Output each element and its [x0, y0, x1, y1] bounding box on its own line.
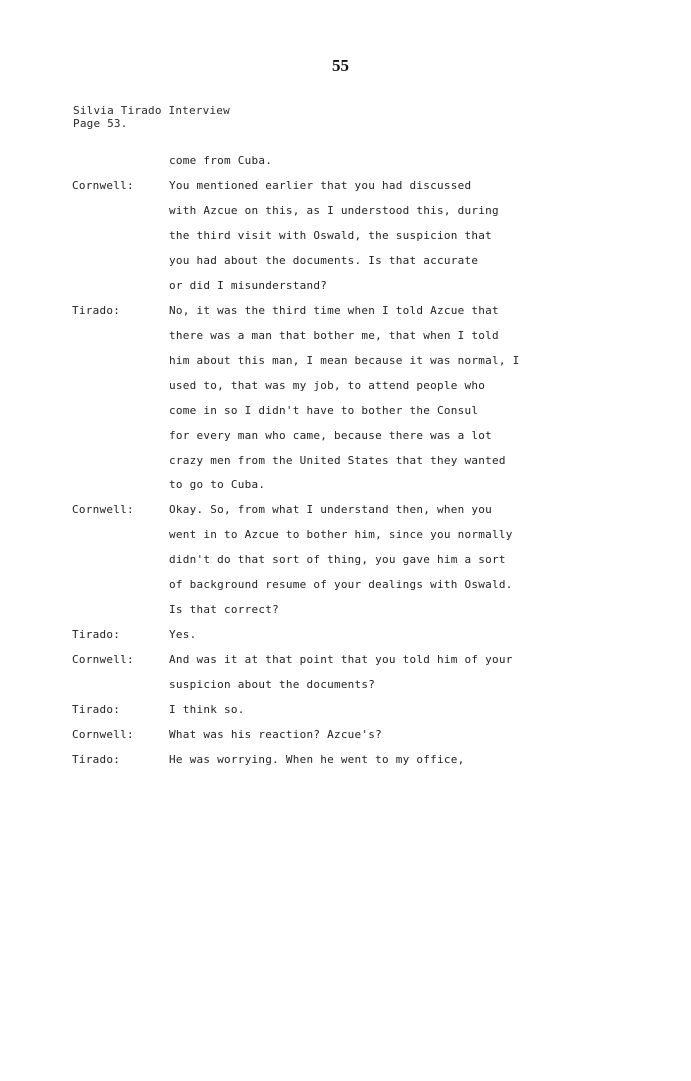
speaker-label: Tirado:	[72, 753, 121, 766]
speaker-label: Cornwell:	[72, 653, 134, 666]
line-text: come in so I didn't have to bother the Consul	[169, 404, 479, 417]
line-text: Okay. So, from what I understand then, when you	[169, 503, 493, 516]
line-text: or did I misunderstand?	[169, 279, 328, 292]
line-text: suspicion about the documents?	[169, 678, 376, 691]
line-text: there was a man that bother me, that when I told	[169, 329, 499, 342]
speaker-label: Tirado:	[72, 304, 121, 317]
line-text: And was it at that point that you told him of your	[169, 653, 513, 666]
line-text: He was worrying. When he went to my office,	[169, 753, 465, 766]
speaker-label: Tirado:	[72, 628, 121, 641]
document-header	[73, 104, 230, 130]
line-text: went in to Azcue to bother him, since you normally	[169, 528, 513, 541]
header-title: Silvia Tirado Interview	[73, 104, 230, 117]
speaker-label: Cornwell:	[72, 728, 134, 741]
line-text: I think so.	[169, 703, 245, 716]
line-text: Is that correct?	[169, 603, 279, 616]
line-text: him about this man, I mean because it was normal, I	[169, 354, 520, 367]
line-text: What was his reaction? Azcue's?	[169, 728, 383, 741]
speaker-label: Tirado:	[72, 703, 121, 716]
line-text: crazy men from the United States that they wanted	[169, 454, 506, 467]
line-text: of background resume of your dealings with Oswald.	[169, 578, 513, 591]
speaker-label: Cornwell:	[72, 179, 134, 192]
page-number: 55	[332, 56, 349, 75]
line-text: with Azcue on this, as I understood this, during	[169, 204, 499, 217]
line-text: used to, that was my job, to attend people who	[169, 379, 486, 392]
line-text: come from Cuba.	[169, 154, 273, 167]
line-text: you had about the documents. Is that accurate	[169, 254, 479, 267]
line-text: Yes.	[169, 628, 197, 641]
line-text: You mentioned earlier that you had discussed	[169, 179, 472, 192]
line-text: to go to Cuba.	[169, 478, 266, 491]
speaker-label: Cornwell:	[72, 503, 134, 516]
line-text: No, it was the third time when I told Azcue that	[169, 304, 499, 317]
line-text: didn't do that sort of thing, you gave him a sort	[169, 553, 506, 566]
line-text: for every man who came, because there was a lot	[169, 429, 493, 442]
header-page-ref: Page 53.	[73, 117, 128, 130]
line-text: the third visit with Oswald, the suspicion that	[169, 229, 493, 242]
